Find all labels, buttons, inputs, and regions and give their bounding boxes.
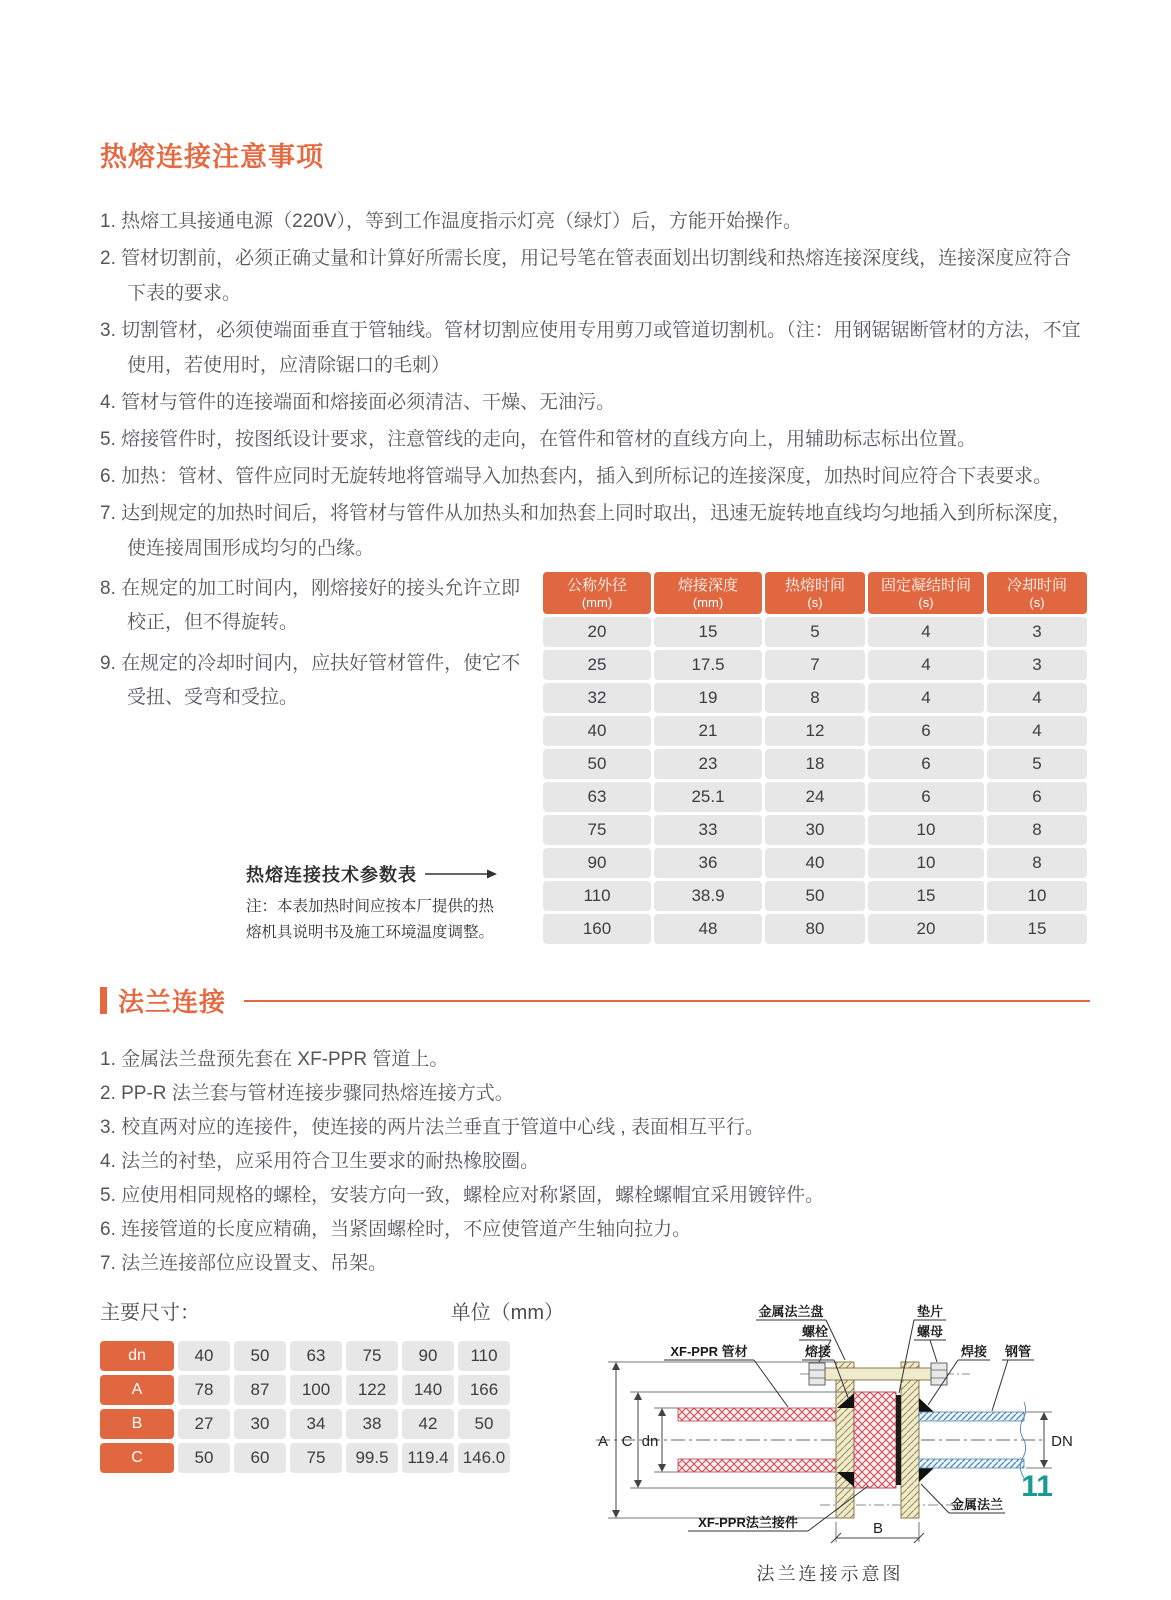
split-left-column	[100, 572, 543, 946]
table-cell: 42	[402, 1409, 454, 1439]
label-bolt: 螺栓	[801, 1324, 829, 1339]
table-cell: 50	[543, 749, 651, 779]
table-cell: 25	[543, 650, 651, 680]
list-item: 6. 加热：管材、管件应同时无旋转地将管端导入加热套内，插入到所标记的连接深度，加热时间应符合下表要求。	[100, 466, 1053, 487]
header-unit: (s)	[1029, 595, 1045, 610]
nut	[931, 1363, 947, 1385]
table-cell: 15	[654, 617, 762, 647]
table-row	[543, 683, 1087, 713]
table-cell: 87	[234, 1375, 286, 1405]
flange-title: 法兰连接	[118, 987, 227, 1017]
table-cell: 30	[765, 815, 865, 845]
table-cell: 90	[543, 848, 651, 878]
table-cell: 21	[654, 716, 762, 746]
table-cell: 6	[868, 749, 984, 779]
list-item: 3. 校直两对应的连接件，使连接的两片法兰垂直于管道中心线 , 表面相互平行。	[100, 1117, 764, 1138]
right-arrow-icon	[425, 868, 497, 880]
table-cell: 15	[868, 881, 984, 911]
table-cell: 50	[178, 1443, 230, 1473]
dim-b-label: B	[872, 1520, 884, 1537]
label-weld: 焊接	[960, 1344, 988, 1359]
table-cell: 99.5	[346, 1443, 398, 1473]
table-cell: 33	[654, 815, 762, 845]
split-row	[100, 572, 1090, 946]
table-row	[100, 1375, 508, 1405]
table-cell: 7	[765, 650, 865, 680]
label-ppr-pipe: XF-PPR 管材	[670, 1344, 748, 1359]
header-unit: (mm)	[581, 595, 613, 610]
label-steel-pipe: 钢管	[1004, 1344, 1032, 1359]
param-table-label: 热熔连接技术参数表	[246, 865, 417, 885]
header-unit: (mm)	[692, 595, 724, 610]
list-item: 4. 法兰的衬垫，应采用符合卫生要求的耐热橡胶圈。	[100, 1151, 540, 1172]
list-item: 4. 管材与管件的连接端面和熔接面必须清洁、干燥、无油污。	[100, 392, 616, 413]
label-metal-flange: 金属法兰	[950, 1497, 1004, 1512]
metal-flange-right-plate	[901, 1362, 919, 1518]
dim-dn-label: dn	[641, 1433, 659, 1450]
section-accent-bar	[100, 987, 107, 1014]
table-cell: 18	[765, 749, 865, 779]
table-cell: 17.5	[654, 650, 762, 680]
header-unit: (s)	[918, 595, 934, 610]
table-cell: 75	[346, 1341, 398, 1371]
hot-melt-side-notes	[100, 572, 527, 715]
header-cell	[543, 572, 651, 614]
hot-melt-title: 热熔连接注意事项	[100, 142, 324, 172]
table-cell: 40	[178, 1341, 230, 1371]
header-name: 固定凝结时间	[880, 577, 971, 594]
dim-DN-label: DN	[1051, 1433, 1073, 1450]
param-table-caption	[246, 861, 527, 946]
ppr-flange-adapter-collar	[854, 1392, 896, 1488]
header-name: 公称外径	[566, 577, 627, 594]
table-cell: 12	[765, 716, 865, 746]
table-cell: 8	[987, 815, 1087, 845]
table-cell: 166	[458, 1375, 510, 1405]
table-cell: 160	[543, 914, 651, 944]
table-row	[543, 617, 1087, 647]
table-cell: 50	[765, 881, 865, 911]
table-cell: 60	[234, 1443, 286, 1473]
dim-a-label: A	[597, 1433, 609, 1450]
table-cell: 8	[765, 683, 865, 713]
ppr-pipe-top-wall	[678, 1408, 854, 1421]
table-cell: 4	[987, 716, 1087, 746]
table-cell: 27	[178, 1409, 230, 1439]
table-cell: 19	[654, 683, 762, 713]
row-header-cell: A	[100, 1375, 174, 1405]
table-cell: 10	[987, 881, 1087, 911]
row-header-cell: C	[100, 1443, 174, 1473]
table-cell: 23	[654, 749, 762, 779]
table-cell: 6	[987, 782, 1087, 812]
table-row	[543, 848, 1087, 878]
table-cell: 63	[290, 1341, 342, 1371]
list-item: 5. 应使用相同规格的螺栓，安装方向一致，螺栓应对称紧固，螺栓螺帽宜采用镀锌件。	[100, 1185, 825, 1206]
header-cell	[765, 572, 865, 614]
list-item: 2. PP-R 法兰套与管材连接步骤同热熔连接方式。	[100, 1083, 514, 1104]
table-row	[543, 815, 1087, 845]
list-item: 7. 达到规定的加热时间后，将管材与管件从加热头和加热套上同时取出，迅速无旋转地直线均匀地插入到所标深度，使连接周围形成均匀的凸缘。	[100, 503, 1072, 559]
table-cell: 140	[402, 1375, 454, 1405]
table-cell: 32	[543, 683, 651, 713]
table-cell: 15	[987, 914, 1087, 944]
list-item: 1. 金属法兰盘预先套在 XF-PPR 管道上。	[100, 1049, 449, 1070]
table-cell: 75	[290, 1443, 342, 1473]
param-table-header	[543, 572, 1087, 614]
list-item: 1. 热熔工具接通电源（220V），等到工作温度指示灯亮（绿灯）后，方能开始操作。	[100, 211, 803, 232]
list-item: 3. 切割管材，必须使端面垂直于管轴线。管材切割应使用专用剪刀或管道切割机。（注：用钢锯锯断管材的方法，不宜使用，若使用时，应清除锯口的毛刺）	[100, 320, 1081, 376]
table-row	[100, 1443, 508, 1473]
list-item: 9. 在规定的冷却时间内，应扶好管材管件，使它不受扭、受弯和受拉。	[100, 653, 521, 708]
gasket-strip	[896, 1395, 901, 1485]
page-number: 11	[1021, 1470, 1053, 1503]
header-name: 热熔时间	[784, 577, 845, 594]
table-cell: 119.4	[402, 1443, 454, 1473]
dims-table	[100, 1341, 508, 1473]
table-cell: 100	[290, 1375, 342, 1405]
table-row	[543, 881, 1087, 911]
header-name: 冷却时间	[1006, 577, 1067, 594]
table-row	[100, 1341, 508, 1371]
table-cell: 50	[458, 1409, 510, 1439]
weld-fillet-bottom	[919, 1468, 934, 1482]
table-cell: 36	[654, 848, 762, 878]
bolt-shaft	[824, 1368, 932, 1380]
table-cell: 3	[987, 617, 1087, 647]
table-cell: 110	[543, 881, 651, 911]
table-cell: 40	[765, 848, 865, 878]
ppr-pipe-bottom-wall	[678, 1459, 854, 1472]
row-header-cell: dn	[100, 1341, 174, 1371]
table-cell: 5	[987, 749, 1087, 779]
table-row	[543, 782, 1087, 812]
header-cell	[868, 572, 984, 614]
metal-flange-left-plate	[836, 1362, 854, 1518]
dims-block	[100, 1296, 570, 1586]
table-cell: 24	[765, 782, 865, 812]
table-cell: 80	[765, 914, 865, 944]
table-cell: 20	[868, 914, 984, 944]
section-rule-line	[244, 1000, 1090, 1002]
table-cell: 4	[868, 650, 984, 680]
header-name: 熔接深度	[677, 577, 738, 594]
table-cell: 6	[868, 716, 984, 746]
table-row	[543, 749, 1087, 779]
hot-melt-notes	[100, 204, 1090, 566]
diagram-block	[570, 1296, 1090, 1586]
table-cell: 63	[543, 782, 651, 812]
table-cell: 4	[868, 683, 984, 713]
list-item: 7. 法兰连接部位应设置支、吊架。	[100, 1253, 388, 1274]
list-item: 8. 在规定的加工时间内，刚熔接好的接头允许立即校正，但不得旋转。	[100, 578, 521, 633]
list-item: 2. 管材切割前，必须正确丈量和计算好所需长度，用记号笔在管表面划出切割线和热熔连接深度线，连接深度应符合下表的要求。	[100, 248, 1072, 304]
steel-pipe-bottom-wall	[919, 1459, 1024, 1468]
table-cell: 48	[654, 914, 762, 944]
table-cell: 38.9	[654, 881, 762, 911]
table-cell: 20	[543, 617, 651, 647]
table-cell: 5	[765, 617, 865, 647]
table-row	[543, 650, 1087, 680]
table-cell: 78	[178, 1375, 230, 1405]
dim-c-label: C	[621, 1433, 633, 1450]
table-cell: 30	[234, 1409, 286, 1439]
header-cell	[987, 572, 1087, 614]
label-metal-flange-plate: 金属法兰盘	[758, 1304, 824, 1319]
table-cell: 34	[290, 1409, 342, 1439]
label-ppr-flange-adapter: XF-PPR法兰接件	[698, 1515, 798, 1530]
list-item: 5. 熔接管件时，按图纸设计要求，注意管线的走向，在管件和管材的直线方向上，用辅助标志标出位置。	[100, 429, 977, 450]
table-cell: 122	[346, 1375, 398, 1405]
flange-notes	[100, 1043, 1090, 1280]
table-cell: 50	[234, 1341, 286, 1371]
unit-label: 单位（mm）	[450, 1302, 564, 1324]
param-table	[543, 572, 1087, 946]
label-nut: 螺母	[916, 1324, 944, 1339]
list-item: 6. 连接管道的长度应精确，当紧固螺栓时，不应使管道产生轴向拉力。	[100, 1219, 692, 1240]
bottom-row	[100, 1296, 1090, 1586]
table-row	[100, 1409, 508, 1439]
table-cell: 146.0	[458, 1443, 510, 1473]
dims-label: 主要尺寸：	[100, 1302, 200, 1324]
table-cell: 10	[868, 848, 984, 878]
param-table-body	[543, 617, 1087, 944]
flange-connection-diagram	[578, 1300, 1082, 1552]
header-unit: (s)	[807, 595, 823, 610]
label-gasket: 垫片	[916, 1304, 944, 1319]
table-cell: 4	[987, 683, 1087, 713]
table-cell: 4	[868, 617, 984, 647]
steel-pipe-top-wall	[919, 1412, 1024, 1421]
table-cell: 25.1	[654, 782, 762, 812]
table-cell: 6	[868, 782, 984, 812]
table-row	[543, 716, 1087, 746]
table-cell: 40	[543, 716, 651, 746]
table-cell: 75	[543, 815, 651, 845]
param-table-note: 注：本表加热时间应按本厂提供的热熔机具说明书及施工环境温度调整。	[246, 898, 495, 941]
table-row	[543, 914, 1087, 944]
row-header-cell: B	[100, 1409, 174, 1439]
diagram-caption: 法兰连接示意图	[756, 1564, 904, 1584]
table-cell: 10	[868, 815, 984, 845]
table-cell: 90	[402, 1341, 454, 1371]
flange-section-header	[100, 982, 1090, 1019]
table-cell: 110	[458, 1341, 510, 1371]
bolt-head	[809, 1363, 825, 1385]
label-fusion: 熔接	[804, 1344, 832, 1359]
table-cell: 38	[346, 1409, 398, 1439]
table-cell: 3	[987, 650, 1087, 680]
header-cell	[654, 572, 762, 614]
table-cell: 8	[987, 848, 1087, 878]
